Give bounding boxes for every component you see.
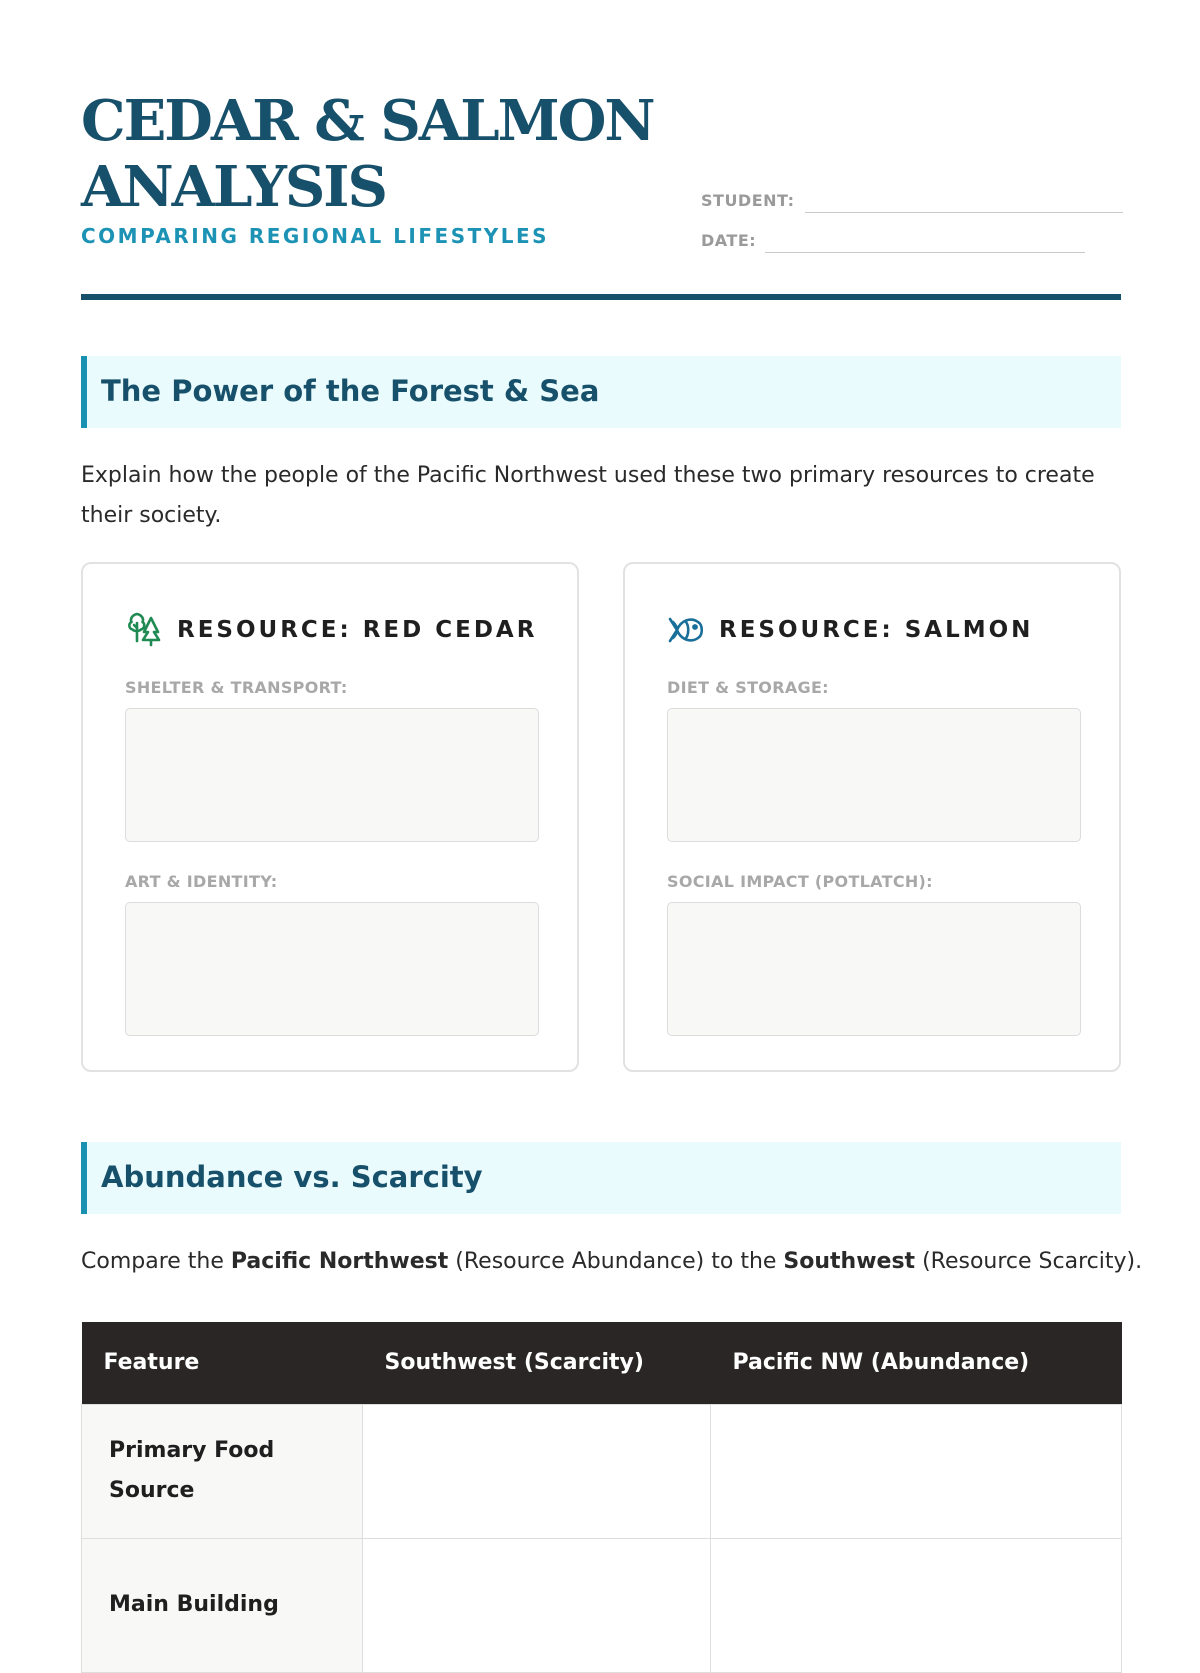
intro-emphasis-pacific-nw: Pacific Northwest bbox=[230, 1249, 449, 1274]
tree-icon bbox=[125, 611, 163, 649]
student-name-field[interactable] bbox=[805, 212, 1123, 213]
table-row bbox=[82, 1538, 1122, 1672]
feature-cell: Main Building bbox=[82, 1538, 363, 1672]
section-heading-abundance-scarcity bbox=[81, 1142, 1121, 1214]
header-divider bbox=[81, 294, 1121, 300]
answer-cell-southwest[interactable] bbox=[363, 1404, 711, 1538]
column-header-pacific-nw: Pacific NW (Abundance) bbox=[711, 1322, 1122, 1404]
comparison-table bbox=[81, 1322, 1122, 1673]
section-intro bbox=[81, 1242, 1143, 1282]
field-label-social-impact: SOCIAL IMPACT (POTLATCH): bbox=[667, 872, 933, 891]
field-label-shelter-transport: SHELTER & TRANSPORT: bbox=[125, 678, 348, 697]
feature-cell: Primary Food Source bbox=[82, 1404, 363, 1538]
date-label: DATE: bbox=[701, 231, 757, 250]
answer-box-art-identity[interactable] bbox=[125, 902, 539, 1036]
title-line-1: CEDAR & SALMON bbox=[81, 88, 654, 154]
field-label-diet-storage: DIET & STORAGE: bbox=[667, 678, 829, 697]
intro-text: Compare the bbox=[81, 1249, 231, 1274]
section-heading-forest-sea bbox=[81, 356, 1121, 428]
answer-cell-southwest[interactable] bbox=[363, 1538, 711, 1672]
page-title bbox=[81, 88, 654, 220]
section-title: Abundance vs. Scarcity bbox=[101, 1160, 483, 1194]
intro-text: (Resource Scarcity). bbox=[915, 1249, 1143, 1274]
answer-cell-pacific-nw[interactable] bbox=[711, 1404, 1122, 1538]
card-header bbox=[667, 610, 1033, 650]
answer-box-social-impact[interactable] bbox=[667, 902, 1081, 1036]
answer-cell-pacific-nw[interactable] bbox=[711, 1538, 1122, 1672]
fish-icon bbox=[667, 611, 705, 649]
title-line-2: ANALYSIS bbox=[81, 154, 386, 220]
column-header-feature: Feature bbox=[82, 1322, 363, 1404]
card-title: RESOURCE: RED CEDAR bbox=[177, 617, 538, 643]
date-field[interactable] bbox=[765, 252, 1085, 253]
table-row bbox=[82, 1404, 1122, 1538]
answer-box-diet-storage[interactable] bbox=[667, 708, 1081, 842]
page-subtitle: COMPARING REGIONAL LIFESTYLES bbox=[81, 224, 550, 248]
answer-box-shelter-transport[interactable] bbox=[125, 708, 539, 842]
field-label-art-identity: ART & IDENTITY: bbox=[125, 872, 278, 891]
section-intro: Explain how the people of the Pacific Northwest used these two primary resources to create their society. bbox=[81, 463, 1095, 528]
column-header-southwest: Southwest (Scarcity) bbox=[363, 1322, 711, 1404]
student-label: STUDENT: bbox=[701, 191, 795, 210]
card-title: RESOURCE: SALMON bbox=[719, 617, 1034, 643]
intro-emphasis-southwest: Southwest bbox=[783, 1249, 916, 1274]
card-header bbox=[125, 610, 537, 650]
resource-card-red-cedar bbox=[81, 562, 579, 1072]
intro-text: (Resource Abundance) to the bbox=[448, 1249, 784, 1274]
section-title: The Power of the Forest & Sea bbox=[101, 374, 600, 408]
table-header-row bbox=[82, 1322, 1122, 1404]
resource-card-salmon bbox=[623, 562, 1121, 1072]
